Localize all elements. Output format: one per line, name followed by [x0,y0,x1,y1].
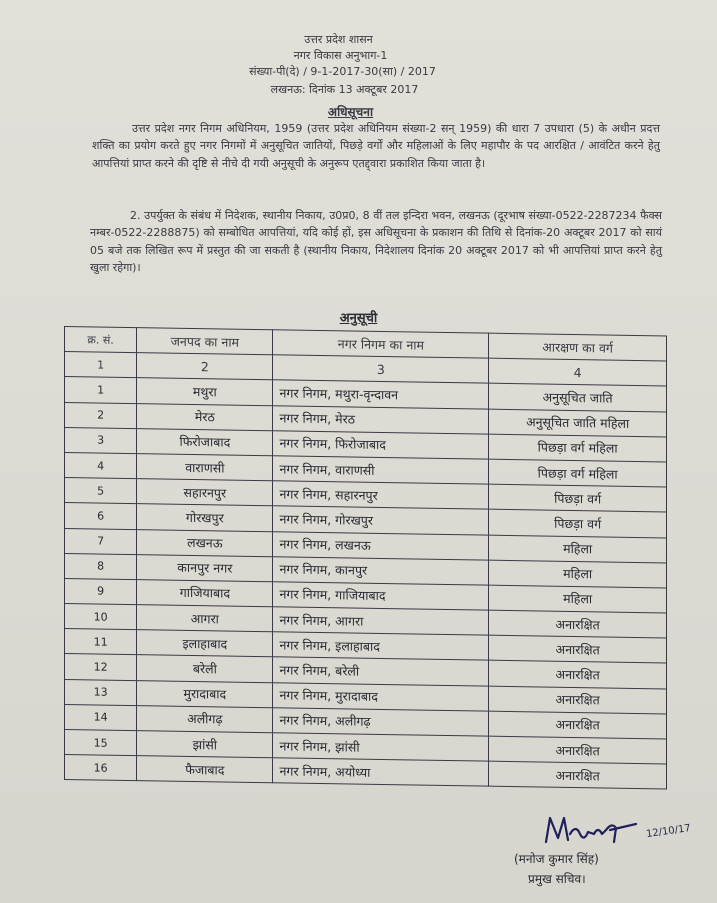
serial-cell: 1 [65,377,137,403]
serial-cell: 7 [65,528,137,554]
category-cell: अनुसूचित जाति [489,384,667,412]
corporation-cell: नगर निगम, झांसी [273,733,489,762]
serial-cell: 8 [65,553,137,579]
colnum-2: 2 [137,353,273,380]
category-cell: अनारक्षित [489,686,667,714]
district-cell: मुरादाबाद [137,680,273,707]
schedule-title: अनुसूची [339,311,378,326]
category-cell: अनारक्षित [489,761,667,789]
district-cell: इलाहाबाद [137,630,273,657]
header-serial: क्र. सं. [65,327,137,353]
category-cell: पिछड़ा वर्ग महिला [489,459,667,487]
signature-scrawl [540,812,660,850]
district-cell: फैजाबाद [137,756,273,783]
category-cell: पिछड़ा वर्ग [489,509,667,537]
corporation-cell: नगर निगम, मथुरा-वृन्दावन [273,380,489,409]
category-cell: अनारक्षित [489,661,667,689]
category-cell: अनारक्षित [489,610,667,638]
corporation-cell: नगर निगम, अलीगढ़ [273,708,489,737]
corporation-cell: नगर निगम, वाराणसी [273,456,489,485]
district-cell: वाराणसी [137,454,273,481]
colnum-3: 3 [273,355,489,384]
signature-date: 12/10/17 [645,822,692,841]
district-cell: बरेली [137,655,273,682]
issue-date: लखनऊ: दिनांक 13 अक्टूबर 2017 [270,83,419,96]
serial-cell: 2 [65,402,137,428]
corporation-cell: नगर निगम, इलाहाबाद [273,632,489,661]
district-cell: आगरा [137,605,273,632]
serial-cell: 14 [65,704,137,730]
reservation-table [64,326,667,790]
category-cell: अनारक्षित [489,635,667,663]
district-cell: गोरखपुर [137,504,273,531]
corporation-cell: नगर निगम, आगरा [273,607,489,636]
serial-cell: 11 [65,629,137,655]
category-cell: महिला [489,560,667,588]
header-corporation: नगर निगम का नाम [273,330,489,359]
govt-header: उत्तर प्रदेश शासन [304,33,373,46]
district-cell: लखनऊ [137,529,273,556]
district-cell: मथुरा [137,378,273,405]
corporation-cell: नगर निगम, मुरादाबाद [273,682,489,711]
serial-cell: 5 [65,478,137,504]
reference-number: संख्या-पी(दे) / 9-1-2017-30(सा) / 2017 [249,65,436,78]
serial-cell: 10 [65,604,137,630]
serial-cell: 6 [65,503,137,529]
category-cell: महिला [489,535,667,563]
corporation-cell: नगर निगम, गाजियाबाद [273,582,489,611]
colnum-1: 1 [65,352,137,378]
header-category: आरक्षण का वर्ग [489,333,667,361]
corporation-cell: नगर निगम, अयोध्या [273,758,489,787]
district-cell: कानपुर नगर [137,554,273,581]
serial-cell: 16 [65,755,137,781]
corporation-cell: नगर निगम, कानपुर [273,556,489,585]
serial-cell: 15 [65,730,137,756]
district-cell: सहारनपुर [137,479,273,506]
corporation-cell: नगर निगम, लखनऊ [273,531,489,560]
serial-cell: 4 [65,452,137,478]
district-cell: फिरोजाबाद [137,428,273,455]
district-cell: मेरठ [137,403,273,430]
category-cell: पिछड़ा वर्ग महिला [489,434,667,462]
category-cell: अनारक्षित [489,736,667,764]
serial-cell: 12 [65,654,137,680]
district-cell: गाजियाबाद [137,580,273,607]
serial-cell: 3 [65,427,137,453]
corporation-cell: नगर निगम, फिरोजाबाद [273,431,489,460]
colnum-4: 4 [489,358,667,386]
category-cell: अनुसूचित जाति महिला [489,409,667,437]
paragraph-2: 2. उपर्युक्त के संबंध में निदेशक, स्थानीय निकाय, उ0प्र0, 8 वीं तल इन्दिरा भवन, लखनऊ (दूरभाष संख्या-0522-2287234 फैक्स नम्बर-0522-2288875) को सम्बोधित आपत्तियां, यदि कोई हों, इस अधिसूचना के प्रकाशन की तिथि से दिनांक-20 अक्टूबर 2017 को सायं 05 बजे तक लिखित रूप में प्रस्तुत की जा सकती है (स्थानीय निकाय, निदेशालय दिनांक 20 अक्टूबर 2017 को भी आपत्तियां प्राप्त करने हेतु खुला रहेगा)। [90,209,662,275]
header-district: जनपद का नाम [137,328,273,355]
district-cell: झांसी [137,731,273,758]
corporation-cell: नगर निगम, सहारनपुर [273,481,489,510]
serial-cell: 13 [65,679,137,705]
corporation-cell: नगर निगम, बरेली [273,657,489,686]
paragraph-1: उत्तर प्रदेश नगर निगम अधिनियम, 1959 (उत्तर प्रदेश अधिनियम संख्या-2 सन् 1959) की धारा 7 उपधारा (5) के अधीन प्रदत्त शक्ति का प्रयोग करते हुए नगर निगमों में अनुसूचित जातियों, पिछड़े वर्गों और महिलाओं के लिए महापौर के पद आरक्षित / आवंटित करने हेतु आपत्तियां प्राप्त करने की दृष्टि से नीचे दी गयी अनुसूची के अनुरूप एतद्द्वारा प्रकाशित किया जाता है। [92,122,660,170]
category-cell: पिछड़ा वर्ग [489,484,667,512]
corporation-cell: नगर निगम, गोरखपुर [273,506,489,535]
category-cell: महिला [489,585,667,613]
serial-cell: 9 [65,578,137,604]
department-header: नगर विकास अनुभाग-1 [293,49,388,62]
notification-title: अधिसूचना [327,105,374,119]
signatory-name: (मनोज कुमार सिंह) [514,852,599,866]
signatory-designation: प्रमुख सचिव। [528,872,586,886]
corporation-cell: नगर निगम, मेरठ [273,405,489,434]
district-cell: अलीगढ़ [137,705,273,732]
category-cell: अनारक्षित [489,711,667,739]
